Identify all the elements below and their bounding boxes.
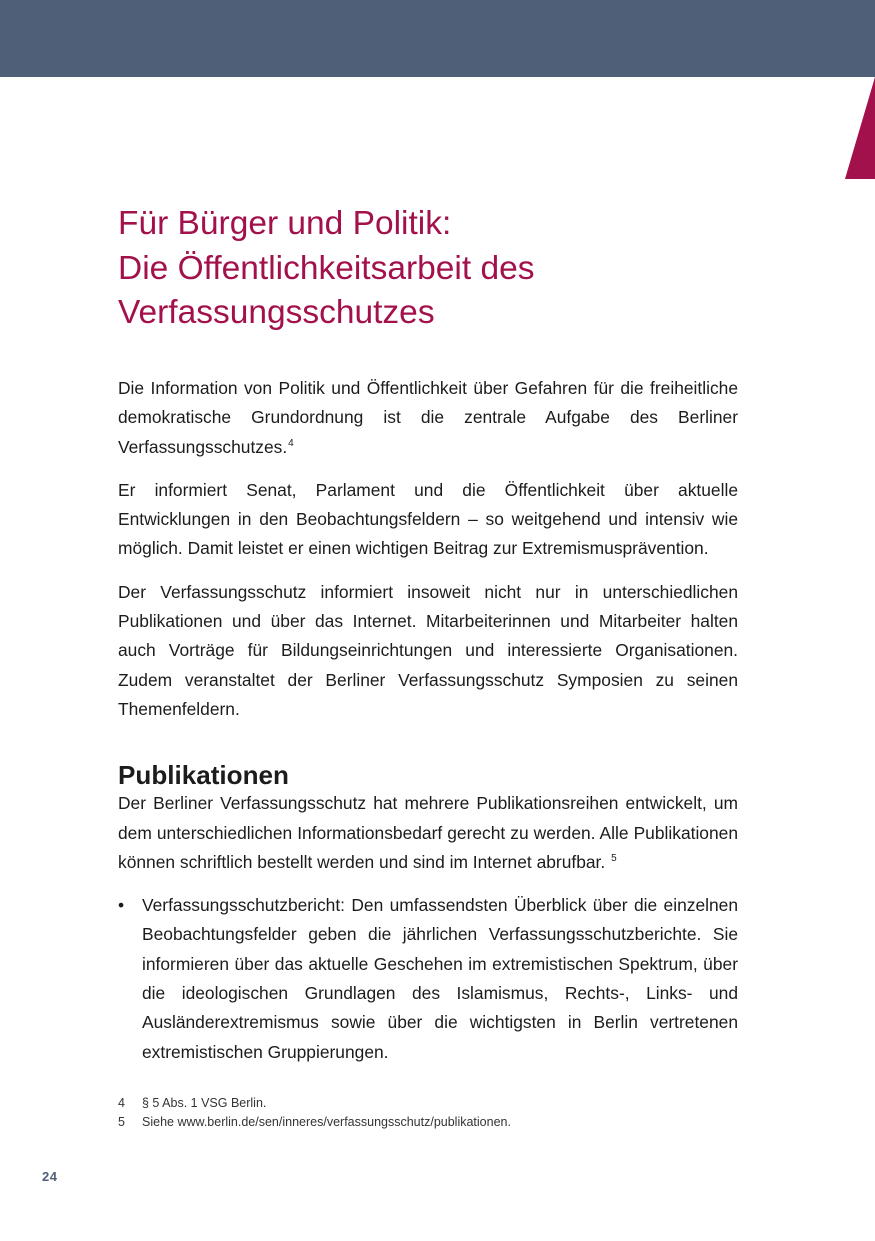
footnote-text: § 5 Abs. 1 VSG Berlin.: [142, 1096, 267, 1110]
paragraph-intro-text: Die Information von Politik und Öffentlichkeit über Gefahren für die freiheitliche demokratische Grundordnung ist die zentrale Aufgabe des Berliner Verfassungsschutzes.: [118, 378, 738, 457]
paragraph-information: Er informiert Senat, Parlament und die Öffentlichkeit über aktuelle Entwicklungen in den Beobachtungsfeldern – so weitgehend und intensiv wie möglich. Damit leistet er einen wichtigen Beitrag zur Extremismusprävention.: [118, 479, 738, 559]
footnote-ref-5[interactable]: 5: [611, 853, 617, 865]
footnote-text: Siehe www.berlin.de/sen/inneres/verfassungsschutz/publikationen.: [142, 1115, 511, 1129]
page-title-line-1: Für Bürger und Politik:: [118, 205, 452, 242]
paragraph-outreach: Der Verfassungsschutz informiert insoweit nicht nur in unterschiedlichen Publikationen und über das Internet. Mitarbeiterinnen und Mitarbeiter halten auch Vorträge für Bildungseinrichtungen und interessierte Organisationen. Zudem veranstaltet der Berliner Verfassungsschutz Symposien zu seinen Themenfeldern.: [118, 581, 738, 719]
paragraph-intro: [118, 374, 738, 462]
paragraph-publications-text: Der Berliner Verfassungsschutz hat mehrere Publikationsreihen entwickelt, um dem unterschiedlichen Informationsbedarf gerecht zu werden. Alle Publikationen können schriftlich bestellt werden und sind im Internet abrufbar.: [118, 793, 738, 872]
publication-list: [118, 891, 738, 1067]
list-item-text: Verfassungsschutzbericht: Den umfassendsten Überblick über die einzelnen Beobachtungsfelder geben die jährlichen Verfassungsschutzberichte. Sie informieren über das aktuelle Geschehen im extremistischen Spektrum, über die ideologischen Grundlagen des Islamismus, Rechts-, Links- und Ausländerextremismus sowie über die wichtigsten in Berlin vertretenen extremistischen Gruppierungen.: [142, 895, 738, 1062]
page-number: 24: [42, 1169, 58, 1184]
footnote-number: 5: [118, 1115, 125, 1129]
corner-accent: [845, 77, 875, 179]
footnote-number: 4: [118, 1096, 125, 1110]
page-title: [118, 202, 758, 336]
header-band: [0, 0, 875, 77]
page-title-line-2: Die Öffentlichkeitsarbeit des: [118, 249, 535, 287]
paragraph-publications: [118, 789, 738, 877]
footnote-4: [118, 1094, 738, 1113]
footnotes: [118, 1094, 738, 1132]
footnote-5: [118, 1113, 738, 1132]
footnote-ref-4[interactable]: 4: [288, 437, 294, 449]
page-title-line-3: Verfassungsschutzes: [118, 294, 435, 331]
list-item: [118, 891, 738, 1067]
body-text: [118, 374, 738, 1067]
section-heading-publications: Publikationen: [118, 760, 289, 791]
bullet-icon: •: [118, 895, 125, 916]
